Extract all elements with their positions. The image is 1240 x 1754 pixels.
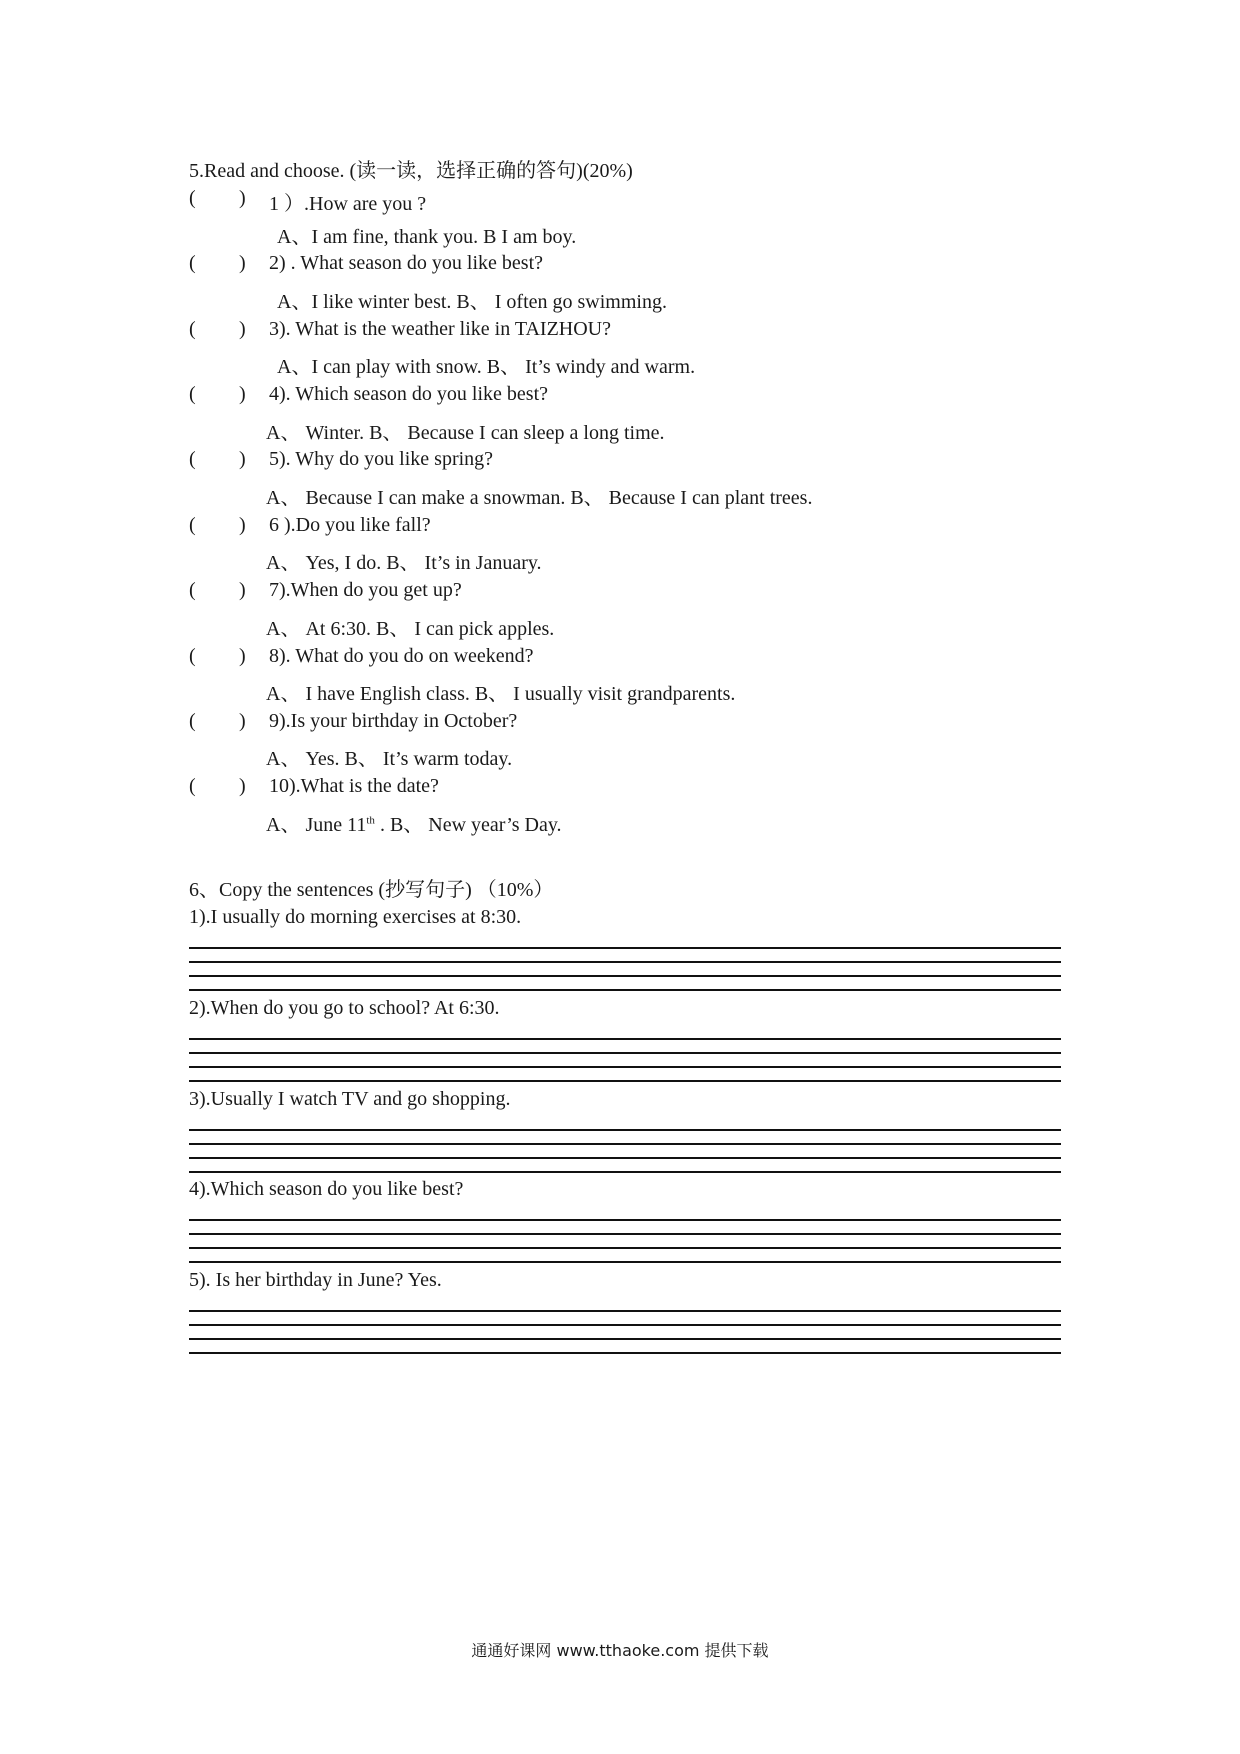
question-3-options: A、I can play with snow. B、 It’s windy and warm. <box>277 356 696 378</box>
option-a-text: A、 June 11 <box>266 814 367 836</box>
writing-line <box>189 1143 1061 1145</box>
question-1-options: A、I am fine, thank you. B I am boy. <box>277 226 577 248</box>
answer-paren-right: ) <box>239 514 246 536</box>
question-text: 5). Why do you like spring? <box>269 448 494 470</box>
question-9-options: A、 Yes. B、 It’s warm today. <box>266 748 513 770</box>
question-2-options: A、I like winter best. B、 I often go swimming. <box>277 291 667 313</box>
writing-line <box>189 1157 1061 1159</box>
writing-line <box>189 1261 1061 1263</box>
answer-paren-left: ( <box>189 775 196 797</box>
answer-paren-left: ( <box>189 710 196 732</box>
question-text: 9).Is your birthday in October? <box>269 710 518 732</box>
answer-paren-right: ) <box>239 448 246 470</box>
answer-paren-right: ) <box>239 187 246 209</box>
writing-line <box>189 961 1061 963</box>
answer-paren-left: ( <box>189 187 196 209</box>
writing-line <box>189 1080 1061 1082</box>
ordinal-superscript: th <box>366 814 375 827</box>
writing-line <box>189 989 1061 991</box>
question-text: 3). What is the weather like in TAIZHOU? <box>269 318 612 340</box>
writing-lines-4[interactable] <box>189 1219 1061 1265</box>
question-text: 1 ）.How are you ? <box>269 193 427 215</box>
question-text: 8). What do you do on weekend? <box>269 645 534 667</box>
writing-line <box>189 1066 1061 1068</box>
question-8-options: A、 I have English class. B、 I usually visit grandparents. <box>266 683 736 705</box>
writing-line <box>189 1324 1061 1326</box>
answer-paren-right: ) <box>239 645 246 667</box>
writing-lines-5[interactable] <box>189 1310 1061 1356</box>
writing-lines-3[interactable] <box>189 1129 1061 1175</box>
question-5-options: A、 Because I can make a snowman. B、 Because I can plant trees. <box>266 487 813 509</box>
writing-line <box>189 1052 1061 1054</box>
footer-source: 通通好课网 www.tthaoke.com 提供下载 <box>471 1641 769 1660</box>
question-text: 6 ).Do you like fall? <box>269 514 431 536</box>
answer-paren-left: ( <box>189 645 196 667</box>
answer-paren-left: ( <box>189 514 196 536</box>
question-6-options: A、 Yes, I do. B、 It’s in January. <box>266 552 542 574</box>
answer-paren-left: ( <box>189 448 196 470</box>
writing-line <box>189 1338 1061 1340</box>
writing-line <box>189 1352 1061 1354</box>
copy-sentence-3: 3).Usually I watch TV and go shopping. <box>189 1088 511 1110</box>
section5-title: 5.Read and choose. (读一读，选择正确的答句)(20%) <box>189 160 633 182</box>
writing-line <box>189 1129 1061 1131</box>
writing-lines-2[interactable] <box>189 1038 1061 1084</box>
question-7-options: A、 At 6:30. B、 I can pick apples. <box>266 618 555 640</box>
answer-paren-right: ) <box>239 710 246 732</box>
writing-line <box>189 1171 1061 1173</box>
writing-line <box>189 1247 1061 1249</box>
question-4-options: A、 Winter. B、 Because I can sleep a long time. <box>266 422 665 444</box>
question-text: 7).When do you get up? <box>269 579 462 601</box>
question-text: 2) . What season do you like best? <box>269 252 544 274</box>
section6-title: 6、Copy the sentences (抄写句子) （10%） <box>189 879 554 901</box>
answer-paren-left: ( <box>189 383 196 405</box>
answer-paren-right: ) <box>239 383 246 405</box>
writing-line <box>189 975 1061 977</box>
answer-paren-left: ( <box>189 579 196 601</box>
copy-sentence-2: 2).When do you go to school? At 6:30. <box>189 997 500 1019</box>
writing-lines-1[interactable] <box>189 947 1061 993</box>
writing-line <box>189 947 1061 949</box>
answer-paren-right: ) <box>239 579 246 601</box>
answer-paren-right: ) <box>239 252 246 274</box>
copy-sentence-1: 1).I usually do morning exercises at 8:30. <box>189 906 522 928</box>
writing-line <box>189 1310 1061 1312</box>
copy-sentence-5: 5). Is her birthday in June? Yes. <box>189 1269 442 1291</box>
copy-sentence-4: 4).Which season do you like best? <box>189 1178 464 1200</box>
question-10-options <box>266 808 562 837</box>
writing-line <box>189 1038 1061 1040</box>
answer-paren-right: ) <box>239 775 246 797</box>
option-b-text: . B、 New year’s Day. <box>374 814 562 836</box>
question-text: 4). Which season do you like best? <box>269 383 549 405</box>
writing-line <box>189 1233 1061 1235</box>
question-text: 10).What is the date? <box>269 775 439 797</box>
answer-paren-left: ( <box>189 252 196 274</box>
writing-line <box>189 1219 1061 1221</box>
answer-paren-right: ) <box>239 318 246 340</box>
answer-paren-left: ( <box>189 318 196 340</box>
